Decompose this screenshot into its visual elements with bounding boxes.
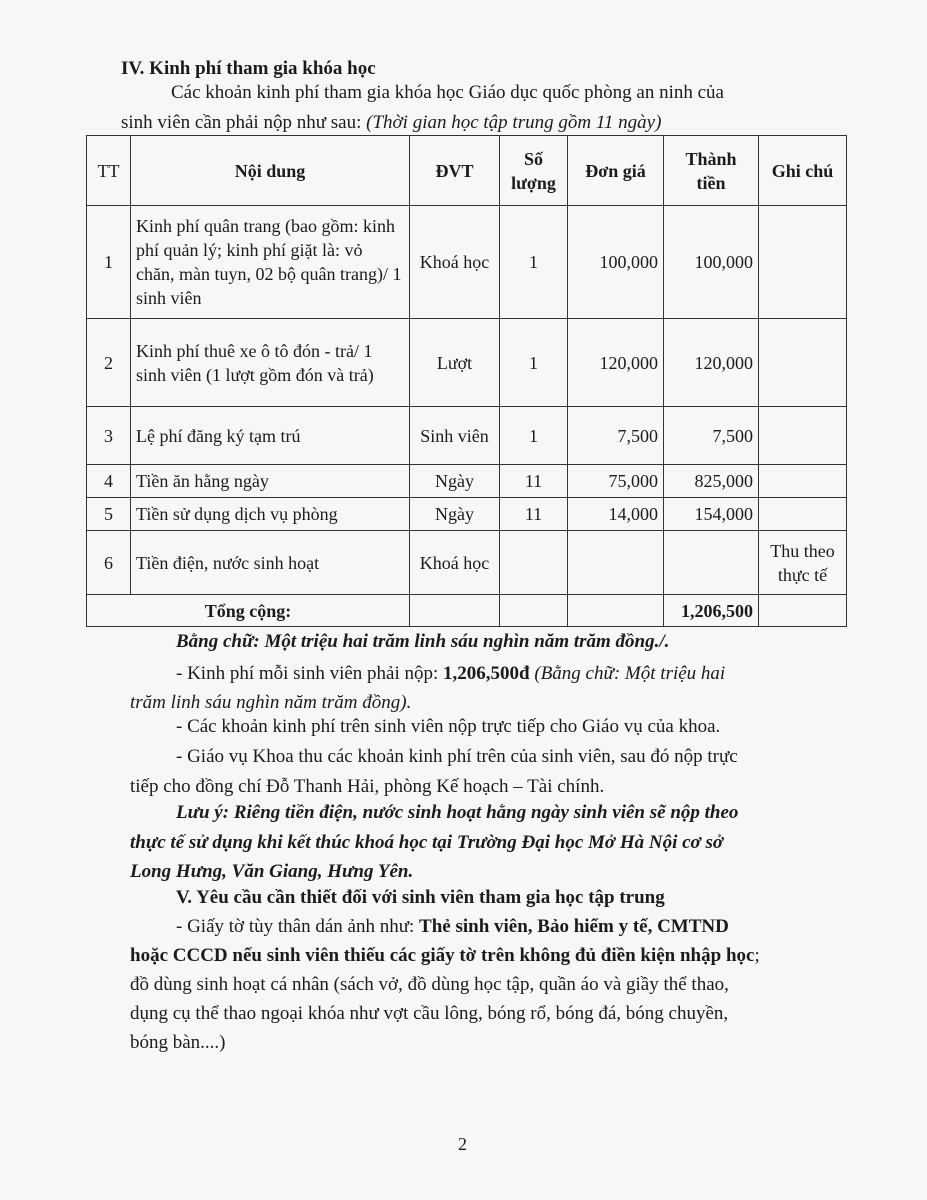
table-header-row xyxy=(87,136,847,206)
bullet-fee-note: (Bằng chữ: Một triệu hai xyxy=(529,663,726,684)
total-value: 1,206,500 xyxy=(664,595,759,627)
cell-note xyxy=(759,407,847,465)
cell-price: 7,500 xyxy=(568,407,664,465)
section-5-line1 xyxy=(176,912,729,942)
table-row xyxy=(87,407,847,465)
cell-unit: Lượt xyxy=(410,319,500,407)
bullet-collection-line2: tiếp cho đồng chí Đỗ Thanh Hải, phòng Kế hoạch – Tài chính. xyxy=(130,776,605,797)
cell-content: Tiền ăn hằng ngày xyxy=(131,465,410,498)
cell-content: Tiền điện, nước sinh hoạt xyxy=(131,531,410,595)
cell-note: Thu theo thực tế xyxy=(759,531,847,595)
section-4-intro-text: sinh viên cần phải nộp như sau: xyxy=(121,112,367,133)
header-unit: ĐVT xyxy=(410,136,500,206)
amount-in-words: Bằng chữ: Một triệu hai trăm linh sáu nghìn năm trăm đồng./. xyxy=(176,631,670,652)
cell-tt: 6 xyxy=(87,531,131,595)
bullet-fee-per-student xyxy=(176,659,725,689)
cell-total xyxy=(664,531,759,595)
cell-price xyxy=(568,531,664,595)
cell-empty xyxy=(759,595,847,627)
cell-total: 825,000 xyxy=(664,465,759,498)
bullet-fee-note-cont: trăm linh sáu nghìn năm trăm đồng). xyxy=(130,692,412,713)
section-5-line2-bold: hoặc CCCD nếu sinh viên thiếu các giấy tờ trên không đủ điền kiện nhập học xyxy=(130,945,755,966)
section-5-line4: dụng cụ thể thao ngoại khóa như vợt cầu lông, bóng rổ, bóng đá, bóng chuyền, xyxy=(130,1003,729,1024)
bullet-collection-line1: - Giáo vụ Khoa thu các khoản kinh phí trên của sinh viên, sau đó nộp trực xyxy=(176,746,738,767)
section-5-line2 xyxy=(130,941,760,971)
cell-unit: Khoá học xyxy=(410,206,500,319)
note-line1: Lưu ý: Riêng tiền điện, nước sinh hoạt hằng ngày sinh viên sẽ nộp theo xyxy=(176,802,739,823)
note-line2: thực tế sử dụng khi kết thúc khoá học tại Trường Đại học Mở Hà Nội cơ sở xyxy=(130,832,724,853)
cell-tt: 5 xyxy=(87,498,131,531)
total-label: Tổng cộng: xyxy=(87,595,410,627)
cell-content: Kinh phí quân trang (bao gồm: kinh phí quản lý; kinh phí giặt là: vỏ chăn, màn tuyn, 02 bộ quân trang)/ 1 sinh viên xyxy=(131,206,410,319)
cell-unit: Khoá học xyxy=(410,531,500,595)
cell-qty: 11 xyxy=(500,498,568,531)
bullet-fee-amount: 1,206,500đ xyxy=(443,663,530,684)
section-4-heading: IV. Kinh phí tham gia khóa học xyxy=(121,58,376,79)
cell-empty xyxy=(410,595,500,627)
section-4-intro-line1: Các khoản kinh phí tham gia khóa học Giáo dục quốc phòng an ninh của xyxy=(171,82,724,103)
section-4-intro-note: (Thời gian học tập trung gồm 11 ngày) xyxy=(366,112,662,133)
table-row xyxy=(87,498,847,531)
cell-price: 75,000 xyxy=(568,465,664,498)
cell-unit: Ngày xyxy=(410,465,500,498)
cell-empty xyxy=(500,595,568,627)
cell-tt: 4 xyxy=(87,465,131,498)
cell-total: 7,500 xyxy=(664,407,759,465)
header-total: Thành tiền xyxy=(664,136,759,206)
cell-total: 154,000 xyxy=(664,498,759,531)
section-5-line2-plain: ; xyxy=(754,945,760,966)
section-5-line1-plain: - Giấy tờ tùy thân dán ảnh như: xyxy=(176,916,420,937)
bullet-fee-prefix: - Kinh phí mỗi sinh viên phải nộp: xyxy=(176,663,444,684)
cell-note xyxy=(759,319,847,407)
section-4-intro-line2 xyxy=(121,108,661,138)
fee-table xyxy=(86,135,847,627)
header-tt: TT xyxy=(87,136,131,206)
cell-content: Tiền sử dụng dịch vụ phòng xyxy=(131,498,410,531)
cell-qty: 11 xyxy=(500,465,568,498)
table-row xyxy=(87,319,847,407)
cell-qty: 1 xyxy=(500,319,568,407)
bullet-payment-office: - Các khoản kinh phí trên sinh viên nộp trực tiếp cho Giáo vụ của khoa. xyxy=(176,716,721,737)
cell-price: 14,000 xyxy=(568,498,664,531)
cell-qty: 1 xyxy=(500,206,568,319)
table-total-row xyxy=(87,595,847,627)
header-content: Nội dung xyxy=(131,136,410,206)
cell-unit: Sinh viên xyxy=(410,407,500,465)
cell-price: 100,000 xyxy=(568,206,664,319)
note-line3: Long Hưng, Văn Giang, Hưng Yên. xyxy=(130,861,414,882)
header-note: Ghi chú xyxy=(759,136,847,206)
cell-tt: 3 xyxy=(87,407,131,465)
section-5-heading: V. Yêu cầu cần thiết đối với sinh viên tham gia học tập trung xyxy=(176,887,665,908)
table-row xyxy=(87,531,847,595)
section-5-line1-bold: Thẻ sinh viên, Bảo hiểm y tế, CMTND xyxy=(419,916,729,937)
cell-note xyxy=(759,465,847,498)
page-number: 2 xyxy=(458,1134,467,1154)
cell-tt: 2 xyxy=(87,319,131,407)
section-5-line5: bóng bàn....) xyxy=(130,1032,226,1053)
header-price: Đơn giá xyxy=(568,136,664,206)
cell-empty xyxy=(568,595,664,627)
cell-tt: 1 xyxy=(87,206,131,319)
header-qty: Số lượng xyxy=(500,136,568,206)
cell-content: Kinh phí thuê xe ô tô đón - trả/ 1 sinh viên (1 lượt gồm đón và trả) xyxy=(131,319,410,407)
cell-unit: Ngày xyxy=(410,498,500,531)
section-5-line3: đồ dùng sinh hoạt cá nhân (sách vở, đồ dùng học tập, quần áo và giầy thể thao, xyxy=(130,974,729,995)
cell-content: Lệ phí đăng ký tạm trú xyxy=(131,407,410,465)
cell-qty xyxy=(500,531,568,595)
table-row xyxy=(87,206,847,319)
cell-note xyxy=(759,498,847,531)
cell-price: 120,000 xyxy=(568,319,664,407)
cell-total: 100,000 xyxy=(664,206,759,319)
cell-note xyxy=(759,206,847,319)
table-row xyxy=(87,465,847,498)
cell-qty: 1 xyxy=(500,407,568,465)
cell-total: 120,000 xyxy=(664,319,759,407)
